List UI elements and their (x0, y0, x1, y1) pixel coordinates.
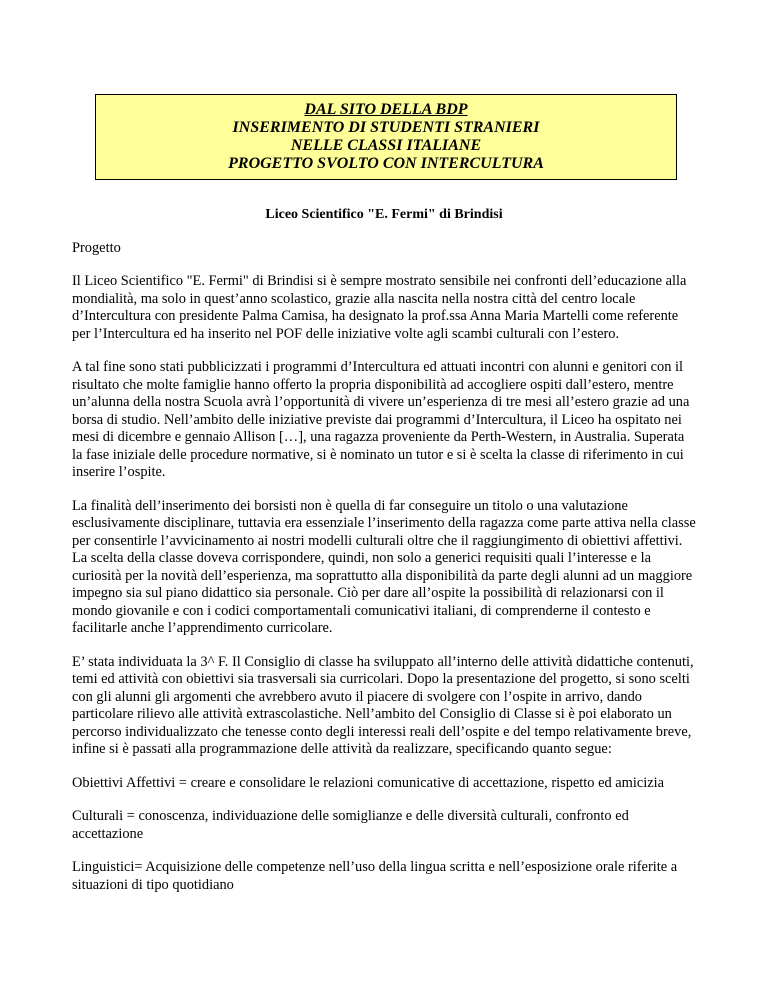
paragraph-intro: Il Liceo Scientifico "E. Fermi" di Brindisi si è sempre mostrato sensibile nei confronti dell’educazione alla mondialità, ma solo in quest’anno scolastico, grazie alla nascita nella nostra città del centro locale d’Intercultura con presidente Palma Camisa, ha designato la prof.ssa Anna Maria Martelli come referente per l’Intercultura ed ha inserito nel POF delle iniziative volte agli scambi culturali con l’estero. (72, 273, 687, 342)
paragraph-linguistic-goals: Linguistici= Acquisizione delle competenze nell’uso della lingua scritta e nell’esposizione orale riferite a situazioni di tipo quotidiano (72, 859, 678, 893)
title-line-project: PROGETTO SVOLTO CON INTERCULTURA (228, 155, 544, 172)
paragraph-programs: A tal fine sono stati pubblicizzati i programmi d’Intercultura ed attuati incontri con alunni e genitori con il risultato che molte famiglie hanno offerto la propria disponibilità ad accogliere ospiti dall’estero, mentre un’alunna della nostra Scuola avrà l’opportunità di vivere un’esperienza di tre mesi all’estero grazie ad una borsa di studio. Nell’ambito delle iniziative previste dai programmi d’Intercultura, il Liceo ha ospitato nei mesi di dicembre e gennaio Allison […], una ragazza proveniente da Perth-Western, in Australia. Superata la fase iniziale delle procedure normative, si è nominato un tutor e si è scelta la classe di riferimento in cui inserire l’ospite. (72, 359, 690, 480)
section-label: Progetto (72, 239, 121, 256)
paragraph-class: E’ stata individuata la 3^ F. Il Consiglio di classe ha sviluppato all’interno delle attività didattiche contenuti, temi ed attività con obiettivi sia trasversali sia curricolari. Dopo la presentazione del progetto, si sono scelti con gli alunni gli argomenti che avrebbero avuto il piacere di svolgere con l’ospite in arrivo, dando particolare rilievo alle attività extrascolastiche. Nell’ambito del Consiglio di Classe si è poi elaborato un percorso individualizzato che tenesse conto degli interessi reali dell’ospite e del tempo relativamente breve, infine si è passati alla programmazione delle attività da realizzare, specificando quanto segue: (72, 653, 694, 757)
paragraph-purpose: La finalità dell’inserimento dei borsisti non è quella di far conseguire un titolo o una valutazione esclusivamente disciplinare, tuttavia era essenziale l’inserimento della ragazza come parte attiva nella classe per consentirle l’avvicinamento ai nostri modelli culturali oltre che il raggiungimento di obiettivi affettivi. La scelta della classe doveva corrispondere, quindi, non solo a generici requisiti quali l’interesse e la curiosità per la novità dell’esperienza, ma soprattutto alla disponibilità da parte degli alunni ad un maggiore impegno sia sul piano didattico sia personale. Ciò per dare all’ospite la possibilità di relazionarsi con il mondo giovanile e con i codici comportamentali comunicativi italiani, di comprenderne il contesto e facilitarle anche l’apprendimento curricolare. (72, 497, 696, 636)
paragraph-cultural-goals: Culturali = conoscenza, individuazione delle somiglianze e delle diversità culturali, confronto ed accettazione (72, 808, 629, 842)
title-box (95, 94, 677, 180)
title-line-topic: INSERIMENTO DI STUDENTI STRANIERI (232, 119, 540, 136)
title-line-source: DAL SITO DELLA BDP (304, 101, 468, 118)
paragraph-affective-goals: Obiettivi Affettivi = creare e consolidare le relazioni comunicative di accettazione, rispetto ed amicizia (72, 774, 665, 791)
document-body (72, 206, 696, 910)
school-subtitle: Liceo Scientifico "E. Fermi" di Brindisi (265, 207, 503, 222)
title-line-scope: NELLE CLASSI ITALIANE (290, 137, 482, 154)
